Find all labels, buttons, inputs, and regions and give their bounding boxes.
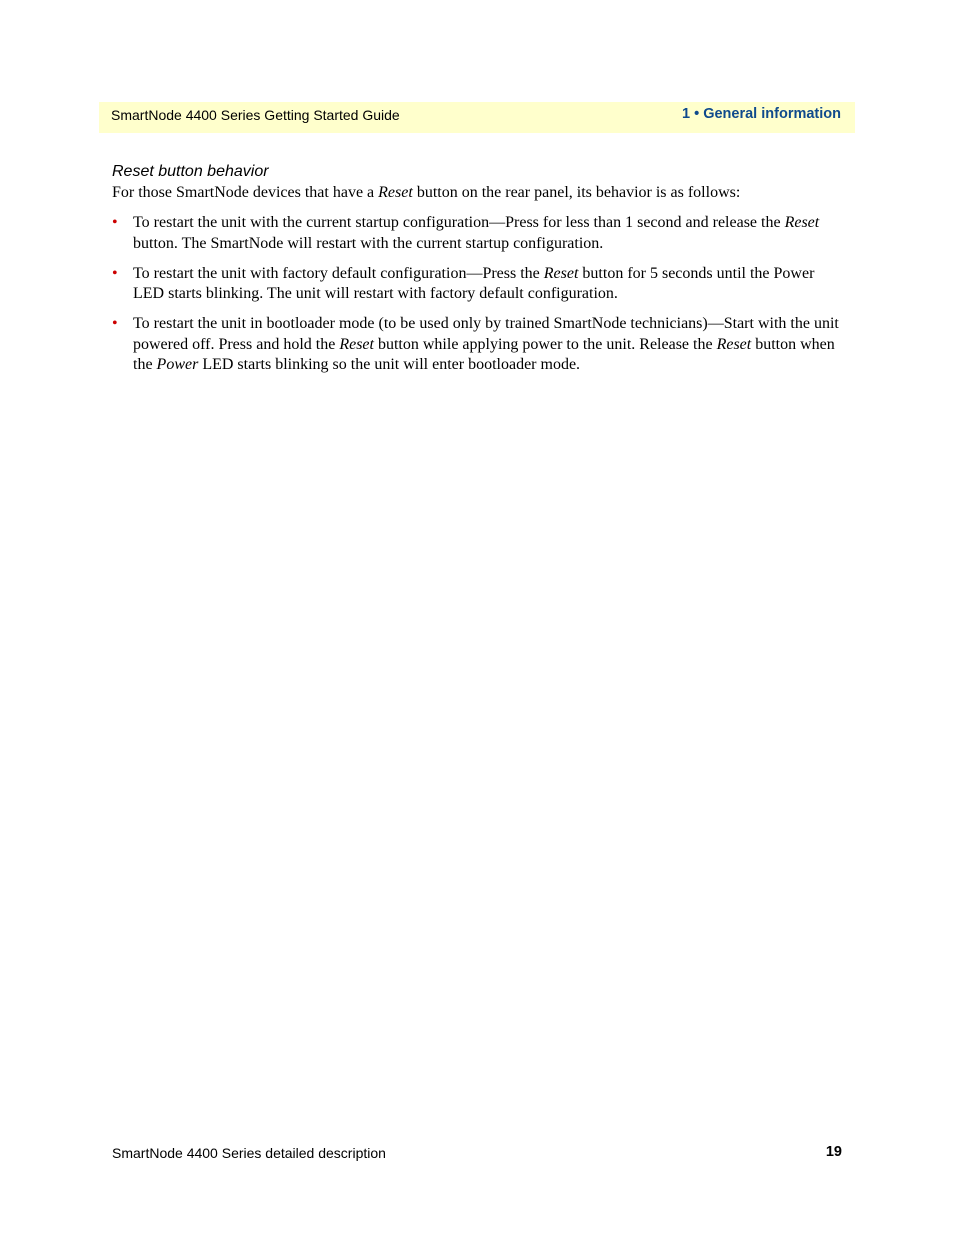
chapter-title: 1 • General information [682,106,841,122]
list-item [112,213,840,254]
running-header [99,102,855,133]
bullet-list [112,213,840,385]
list-item [112,264,840,305]
bullet-icon: • [112,315,118,332]
intro-paragraph: For those SmartNode devices that have a Reset button on the rear panel, its behavior is as follows: [112,184,741,201]
section-heading: Reset button behavior [112,163,269,180]
list-item [112,314,840,376]
bullet-text: To restart the unit with factory default configuration—Press the Reset button for 5 seconds until the Power LED starts blinking. The unit will restart with factory default configuration. [133,264,815,302]
bullet-icon: • [112,214,118,231]
page-number: 19 [825,1144,842,1160]
guide-title: SmartNode 4400 Series Getting Started Guide [111,107,400,123]
bullet-icon: • [112,264,118,282]
bullet-text: To restart the unit in bootloader mode (to be used only by trained SmartNode technicians)—Start with the unit powered off. Press and hold the Reset button while applying power to the unit. Release the Reset button when the Power LED starts blinking so the unit will enter bootloader mode. [133,315,839,373]
footer-section-title: SmartNode 4400 Series detailed description [112,1145,386,1161]
bullet-text: To restart the unit with the current startup configuration—Press for less than 1 second and release the Reset button. The SmartNode will restart with the current startup configuration. [133,214,820,252]
